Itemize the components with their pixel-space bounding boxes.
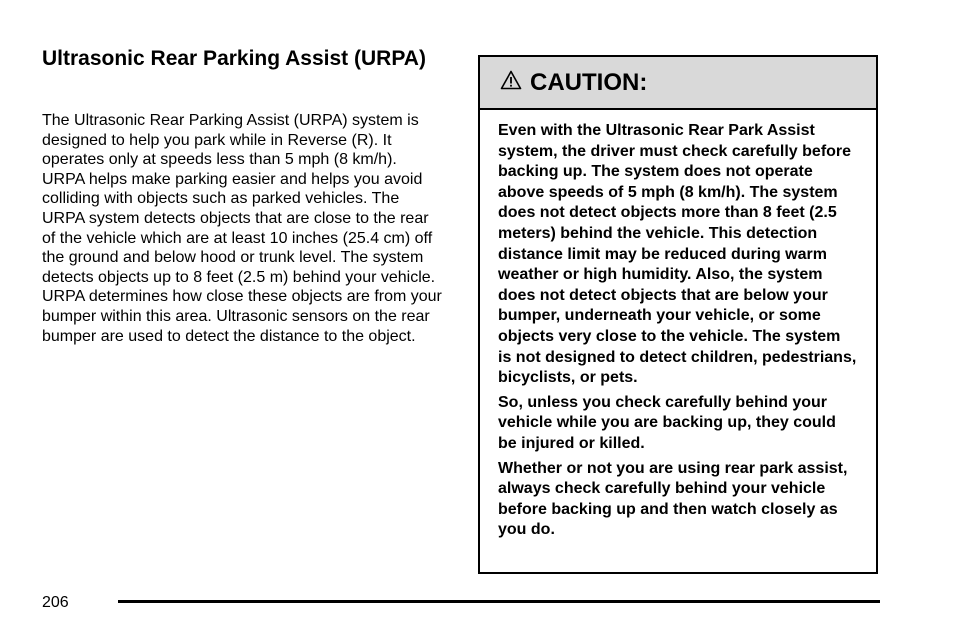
caution-paragraph: Even with the Ultrasonic Rear Park Assist system, the driver must check carefully before backing up. The system does not operate above speeds of 5 mph (8 km/h). The system does not detect objects more than 8 feet (2.5 meters) behind the vehicle. This detection distance limit may be reduced during warm weather or high humidity. Also, the system does not detect objects that are below your bumper, underneath your vehicle, or some objects very close to the vehicle. The system is not designed to detect children, pedestrians, bicyclists, or pets. <box>498 122 857 387</box>
caution-box <box>478 55 878 574</box>
page-number: 206 <box>42 594 69 611</box>
section-paragraph: The Ultrasonic Rear Parking Assist (URPA) system is designed to help you park while in Reverse (R). It operates only at speeds less than 5 mph (8 km/h). URPA helps make parking easier and helps you avoid colliding with objects such as parked vehicles. The URPA system detects objects that are close to the rear of the vehicle which are at least 10 inches (25.4 cm) off the ground and below hood or trunk level. The system detects objects up to 8 feet (2.5 m) behind your vehicle. URPA determines how close these objects are from your bumper within this area. Ultrasonic sensors on the rear bumper are used to detect the distance to the object. <box>42 112 442 345</box>
footer-divider <box>118 600 880 603</box>
caution-body <box>480 110 876 541</box>
warning-triangle-icon <box>500 70 530 95</box>
caution-header <box>480 57 876 110</box>
caution-title: CAUTION: <box>530 68 648 96</box>
caution-paragraph: Whether or not you are using rear park assist, always check carefully behind your vehicle before backing up and then watch closely as you do. <box>498 459 848 539</box>
caution-paragraph: So, unless you check carefully behind your vehicle while you are backing up, they could be injured or killed. <box>498 393 836 452</box>
section-heading: Ultrasonic Rear Parking Assist (URPA) <box>42 47 426 70</box>
